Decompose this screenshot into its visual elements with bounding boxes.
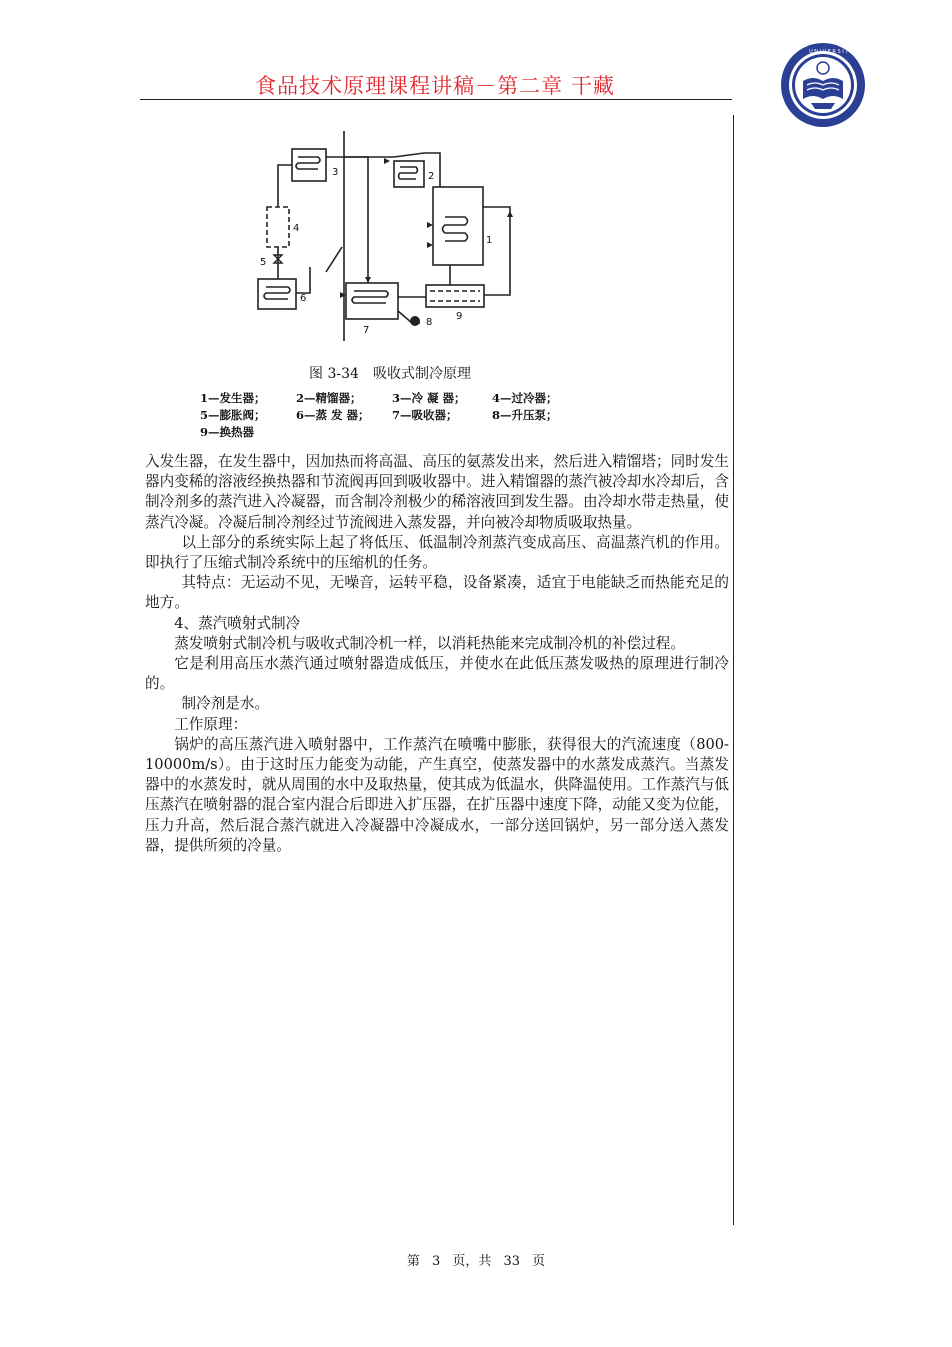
- diagram-label-5: 5: [260, 257, 267, 268]
- legend-item: 3—冷 凝 器；: [392, 391, 466, 405]
- paragraph: 以上部分的系统实际上起了将低压、低温制冷剂蒸汽变成高压、高温蒸汽机的作用。即执行了压缩式制冷系统中的压缩机的任务。: [145, 533, 729, 572]
- body-text: [145, 452, 729, 856]
- absorption-refrigeration-diagram: [240, 127, 530, 347]
- diagram-label-6: 6: [300, 293, 307, 304]
- legend-item: 9—换热器: [200, 425, 255, 439]
- legend-row: [200, 390, 558, 407]
- paragraph: 它是利用高压水蒸汽通过喷射器造成低压，并使水在此低压蒸发吸热的原理进行制冷的。: [145, 655, 729, 693]
- header-divider: [140, 99, 732, 100]
- right-margin-rule: [733, 115, 734, 1225]
- legend-row: [200, 424, 558, 441]
- diagram-label-4: 4: [293, 223, 300, 234]
- paragraph: 入发生器，在发生器中，因加热而将高温、高压的氨蒸发出来，然后进入精馏塔；同时发生器内变稀的溶液经换热器和节流阀再回到吸收器中。进入精馏器的蒸汽被冷却水冷却后，含制冷剂多的蒸汽进入冷凝器，而含制冷剂极少的稀溶液回到发生器。由冷却水带走热量，使蒸汽冷凝。冷凝后制冷剂经过节流阀进入蒸发器，并向被冷却物质吸取热量。: [145, 453, 729, 531]
- figure-legend: [200, 390, 558, 441]
- university-seal-logo: [779, 41, 867, 129]
- legend-item: 8—升压泵；: [492, 408, 558, 422]
- page-header-title: 食品技术原理课程讲稿－第二章 干藏: [255, 74, 615, 98]
- legend-item: 7—吸收器；: [392, 408, 458, 422]
- figure-title: 吸收式制冷原理: [372, 366, 471, 382]
- paragraph: 制冷剂是水。: [181, 695, 270, 713]
- legend-item: 4—过冷器；: [492, 391, 558, 405]
- diagram-label-8: 8: [426, 317, 433, 328]
- legend-item: 2—精馏器；: [296, 391, 362, 405]
- diagram-label-9: 9: [456, 311, 463, 322]
- legend-item: 1—发生器；: [200, 391, 266, 405]
- legend-item: 5—膨胀阀；: [200, 408, 266, 422]
- paragraph: 其特点：无运动不见，无噪音，运转平稳，设备紧凑，适宜于电能缺乏而热能充足的地方。: [145, 574, 729, 612]
- page-number-footer: 第 3 页，共 33 页: [406, 1254, 546, 1269]
- diagram-label-7: 7: [363, 325, 370, 336]
- legend-item: 6—蒸 发 器；: [296, 408, 370, 422]
- figure-caption: [200, 363, 580, 383]
- paragraph: 蒸发喷射式制冷机与吸收式制冷机一样，以消耗热能来完成制冷机的补偿过程。: [174, 634, 685, 652]
- paragraph: 工作原理：: [174, 715, 248, 733]
- legend-row: [200, 407, 558, 424]
- paragraph: 锅炉的高压蒸汽进入喷射器中，工作蒸汽在喷嘴中膨胀，获得很大的汽流速度（800-10000m/s）。由于这时压力能变为动能，产生真空，使蒸发器中的水蒸发成蒸汽。当蒸发器中的水蒸发时，就从周围的水中及取热量，使其成为低温水，供降温使用。工作蒸汽与低压蒸汽在喷射器的混合室内混合后即进入扩压器，在扩压器中速度下降，动能又变为位能，压力升高，然后混合蒸汽就进入冷凝器中冷凝成水，一部分送回锅炉，另一部分送入蒸发器，提供所须的冷量。: [145, 735, 729, 854]
- diagram-label-2: 2: [428, 171, 435, 182]
- svg-text:U N I V E R S I T Y: U N I V E R S I T Y: [809, 49, 853, 55]
- figure-number: 图 3-34: [309, 366, 359, 382]
- section-heading: 4、蒸汽喷射式制冷: [174, 614, 301, 632]
- diagram-label-3: 3: [332, 167, 339, 178]
- diagram-label-1: 1: [486, 235, 493, 246]
